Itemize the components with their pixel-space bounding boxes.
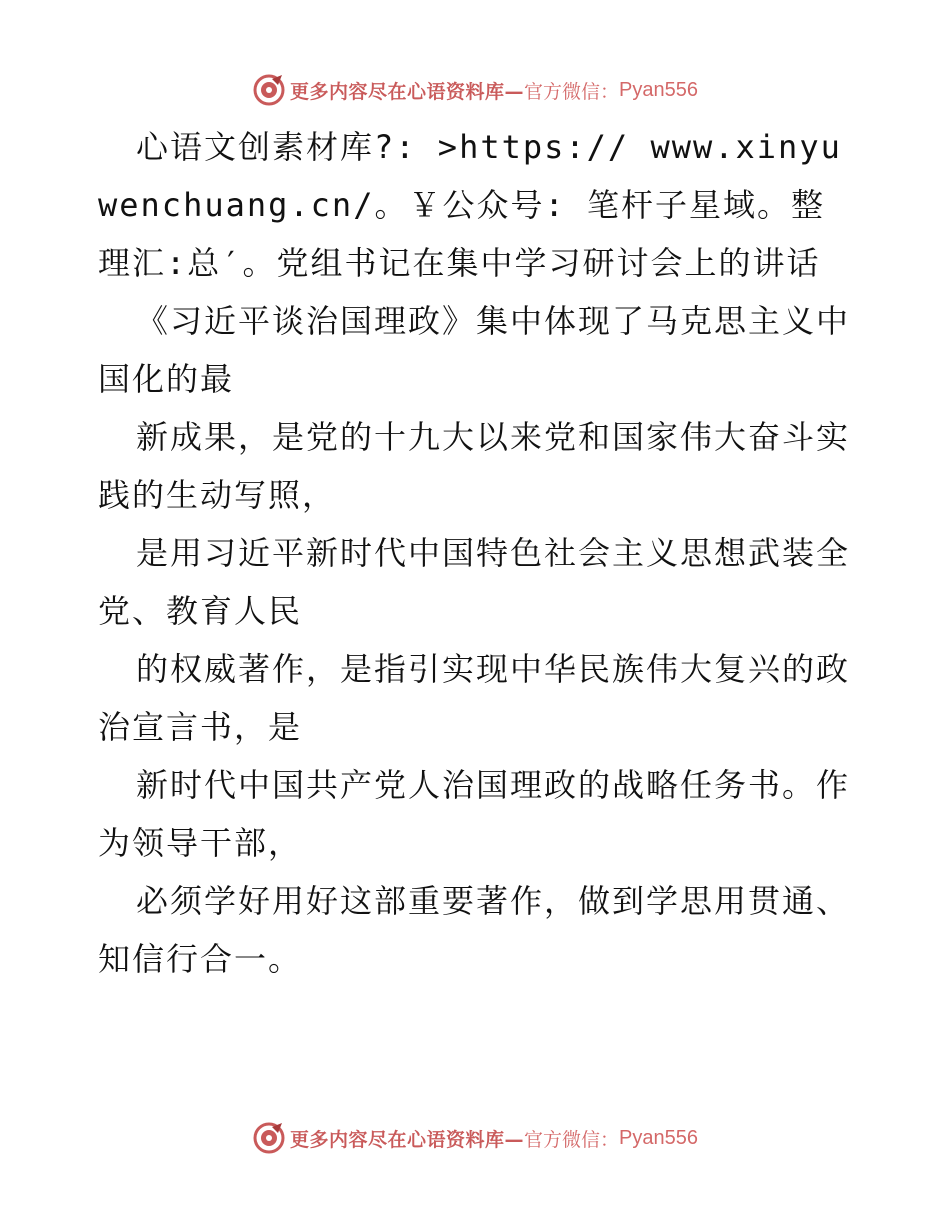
- header-wechat-id: Pyan556: [619, 78, 698, 101]
- paragraph: 是用习近平新时代中国特色社会主义思想武装全党、教育人民: [98, 534, 851, 630]
- footer-banner: [0, 1118, 950, 1158]
- red-pen-circle-icon: [252, 73, 286, 107]
- red-pen-circle-icon: [252, 1121, 286, 1155]
- paragraph: 新时代中国共产党人治国理政的战略任务书。作为领导干部，: [98, 766, 851, 862]
- header-promo-text: 更多内容尽在心语资料库—: [290, 80, 525, 103]
- footer-wechat-id: Pyan556: [619, 1126, 698, 1149]
- header-wechat-label: 官方微信：: [524, 80, 620, 103]
- footer-promo-text: 更多内容尽在心语资料库—: [290, 1128, 525, 1151]
- paragraph: 的权威著作，是指引实现中华民族伟大复兴的政治宣言书，是: [98, 650, 851, 746]
- paragraph-intro: 心语文创素材库?: >https:// www.xinyuwenchuang.cn/。￥公众号: 笔杆子星域。整理汇:总′。党组书记在集中学习研讨会上的讲话: [98, 128, 842, 282]
- paragraph: 新成果，是党的十九大以来党和国家伟大奋斗实践的生动写照，: [98, 418, 851, 514]
- document-body: [98, 118, 858, 988]
- paragraph: 《习近平谈治国理政》集中体现了马克思主义中国化的最: [98, 302, 851, 398]
- header-banner: [0, 70, 950, 110]
- paragraph: 必须学好用好这部重要著作，做到学思用贯通、知信行合一。: [98, 882, 851, 978]
- footer-wechat-label: 官方微信：: [524, 1128, 620, 1151]
